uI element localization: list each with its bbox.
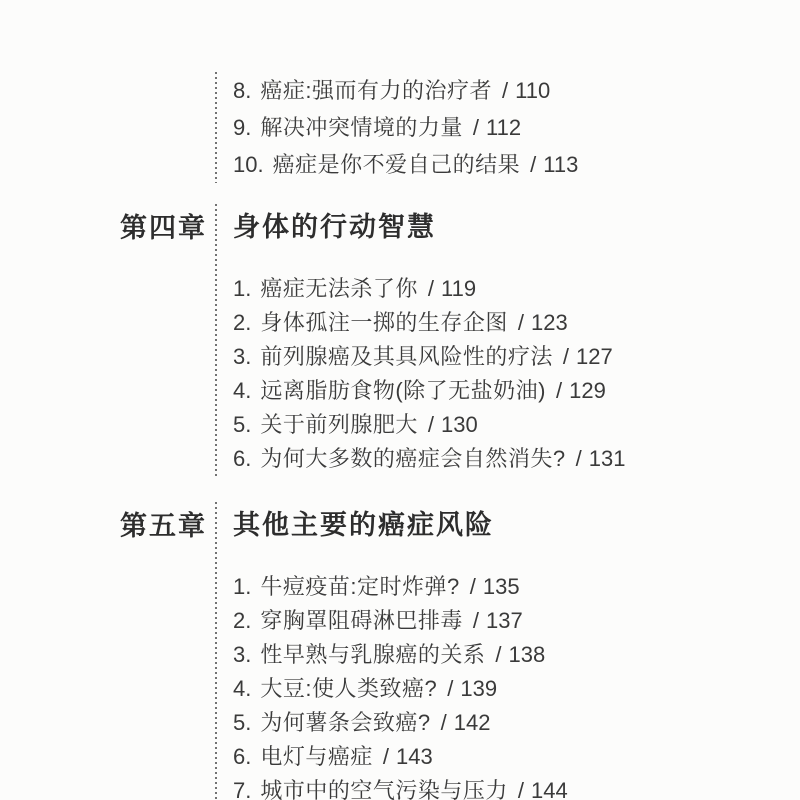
toc-item: [233, 272, 800, 306]
item-title: 远离脂肪食物(除了无盐奶油): [260, 378, 547, 403]
item-title: 大豆:使人类致癌?: [260, 676, 438, 701]
item-separator: /: [575, 446, 582, 471]
item-page-number: 119: [441, 276, 477, 301]
toc-item: [233, 109, 800, 146]
item-title: 为何大多数的癌症会自然消失?: [260, 446, 566, 471]
item-number: 4.: [233, 378, 252, 403]
toc-item: [233, 740, 800, 774]
item-title: 前列腺癌及其具风险性的疗法: [260, 344, 553, 369]
chapter-title: 其他主要的癌症风险: [233, 510, 494, 540]
dotted-rule: [215, 502, 217, 800]
item-number: 1.: [233, 276, 252, 301]
toc-content-chapter4: [215, 204, 800, 476]
toc-section-chapter5: [0, 502, 800, 800]
item-number: 10.: [233, 152, 264, 177]
item-page-number: 138: [508, 642, 546, 667]
item-separator: /: [501, 78, 509, 103]
item-number: 4.: [233, 676, 252, 701]
toc-content-chapter5: [215, 502, 800, 800]
item-number: 7.: [233, 778, 252, 800]
item-page-number: 137: [486, 608, 523, 633]
item-title: 穿胸罩阻碍淋巴排毒: [260, 608, 463, 633]
item-title: 为何薯条会致癌?: [260, 710, 431, 735]
toc-item: [233, 72, 800, 109]
item-separator: /: [427, 412, 434, 437]
toc-section-chapter4: [0, 204, 800, 476]
item-page-number: 131: [588, 446, 626, 471]
item-page-number: 142: [453, 710, 491, 735]
toc-item: [233, 408, 800, 442]
item-title: 解决冲突情境的力量: [260, 115, 463, 140]
dotted-rule: [215, 72, 217, 183]
item-separator: /: [472, 608, 479, 633]
item-number: 8.: [233, 78, 252, 103]
item-page-number: 143: [396, 744, 433, 769]
item-number: 6.: [233, 744, 252, 769]
item-page-number: 139: [460, 676, 498, 701]
item-separator: /: [562, 344, 569, 369]
chapter-title: 身体的行动智慧: [233, 212, 436, 242]
item-page-number: 127: [576, 344, 613, 369]
item-title: 癌症:强而有力的治疗者: [260, 78, 492, 103]
toc-item: [233, 374, 800, 408]
item-page-number: 113: [543, 152, 579, 177]
toc-content-continued: [215, 72, 800, 183]
item-title: 性早熟与乳腺癌的关系: [260, 642, 486, 667]
item-number: 2.: [233, 608, 252, 633]
toc-item: [233, 638, 800, 672]
toc-item-list: [233, 272, 800, 476]
item-title: 关于前列腺肥大: [260, 412, 418, 437]
item-separator: /: [517, 310, 524, 335]
chapter-label: 第五章: [120, 511, 207, 541]
toc-item: [233, 146, 800, 183]
item-separator: /: [469, 574, 476, 599]
item-page-number: 110: [515, 78, 551, 103]
dotted-rule: [215, 204, 217, 476]
toc-item-list: [233, 72, 800, 183]
item-separator: /: [517, 778, 524, 800]
item-title: 城市中的空气污染与压力: [260, 778, 508, 800]
item-number: 3.: [233, 642, 252, 667]
item-separator: /: [556, 378, 563, 403]
item-separator: /: [495, 642, 502, 667]
toc-item: [233, 604, 800, 638]
item-number: 6.: [233, 446, 252, 471]
item-number: 1.: [233, 574, 252, 599]
item-separator: /: [530, 152, 537, 177]
chapter-label-empty: [0, 72, 215, 183]
item-number: 3.: [233, 344, 252, 369]
item-title: 牛痘疫苗:定时炸弹?: [260, 574, 460, 599]
item-separator: /: [382, 744, 389, 769]
item-page-number: 123: [531, 310, 568, 335]
toc-item: [233, 774, 800, 800]
item-separator: /: [447, 676, 454, 701]
item-page-number: 135: [482, 574, 520, 599]
item-title: 电灯与癌症: [260, 744, 373, 769]
item-title: 癌症无法杀了你: [260, 276, 418, 301]
toc-item: [233, 340, 800, 374]
toc-section-continued: [0, 72, 800, 183]
item-separator: /: [472, 115, 479, 140]
item-page-number: 129: [569, 378, 606, 403]
item-number: 5.: [233, 710, 252, 735]
toc-item: [233, 706, 800, 740]
toc-item: [233, 442, 800, 476]
item-separator: /: [440, 710, 447, 735]
item-page-number: 130: [441, 412, 478, 437]
item-number: 9.: [233, 115, 252, 140]
item-page-number: 144: [531, 778, 568, 800]
item-title: 身体孤注一掷的生存企图: [260, 310, 508, 335]
item-title: 癌症是你不爱自己的结果: [272, 152, 521, 177]
item-separator: /: [427, 276, 434, 301]
item-number: 5.: [233, 412, 252, 437]
item-number: 2.: [233, 310, 252, 335]
toc-item: [233, 570, 800, 604]
toc-item-list: [233, 570, 800, 800]
item-page-number: 112: [486, 115, 522, 140]
chapter-label: 第四章: [120, 213, 207, 243]
toc-item: [233, 306, 800, 340]
toc-item: [233, 672, 800, 706]
